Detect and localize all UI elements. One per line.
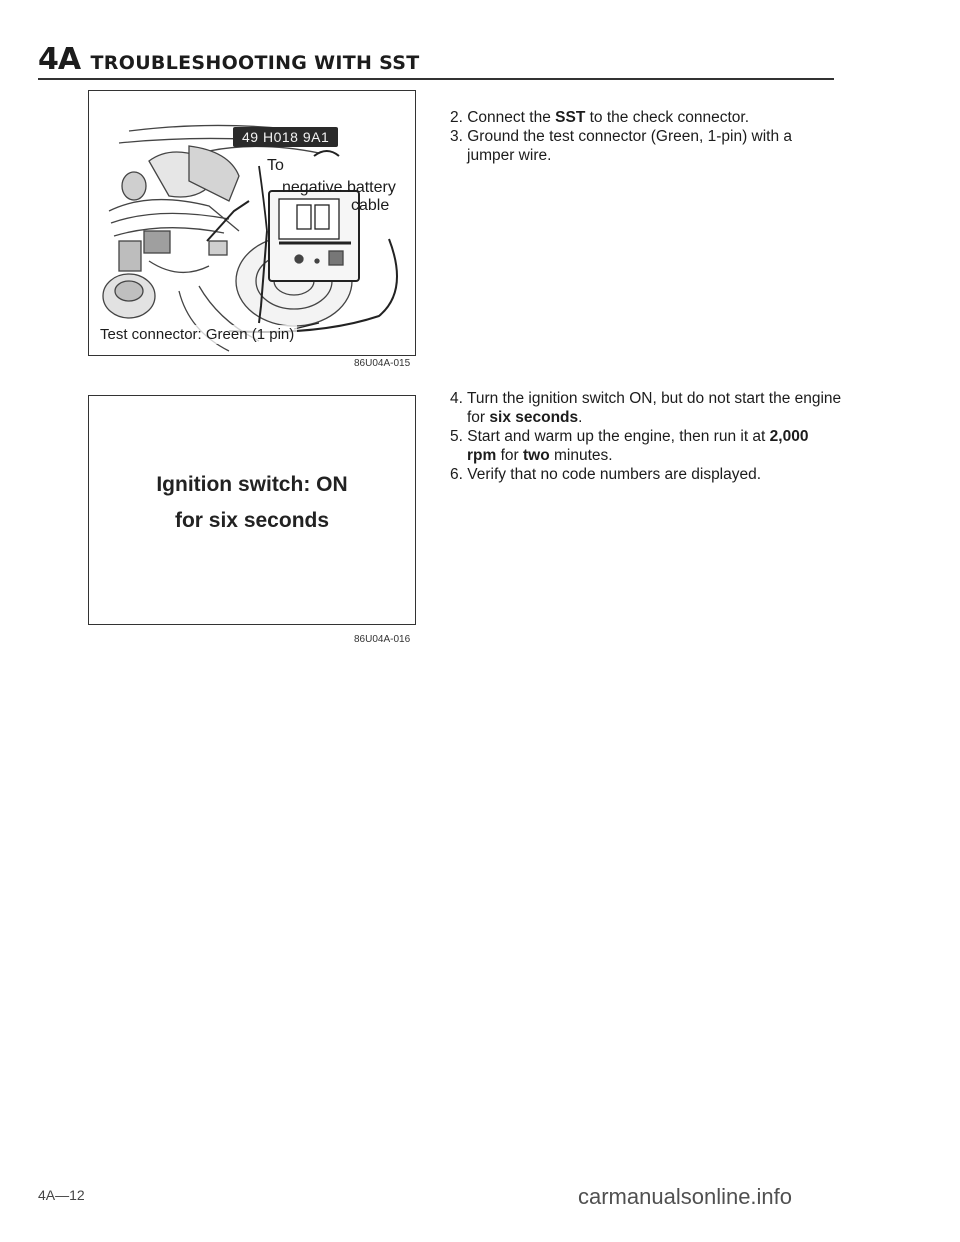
step-number: 4. (450, 390, 467, 407)
figure2-code: 86U04A-016 (354, 634, 411, 645)
procedure-steps-a (450, 108, 842, 165)
procedure-steps-b (450, 389, 842, 484)
step-text: Ground the test connector (Green, 1-pin) with a jumper wire. (467, 128, 793, 164)
step-text: for (496, 447, 523, 464)
ignition-line-1: Ignition switch: ON (156, 473, 348, 496)
section-number: 4A (38, 42, 81, 77)
callout-cable: cable (351, 197, 390, 214)
procedure-step (450, 389, 842, 427)
step-number: 3. (450, 128, 468, 145)
callout-test-connector: Test connector: Green (1 pin) (97, 325, 297, 344)
ignition-note-figure (88, 395, 416, 625)
section-title: TROUBLESHOOTING WITH SST (90, 52, 420, 74)
step-emphasis: SST (555, 109, 586, 126)
callout-to: To (267, 157, 284, 174)
step-number: 6. (450, 466, 468, 483)
step-text: . (578, 409, 583, 426)
ignition-line-2: for six seconds (174, 509, 330, 532)
procedure-step (450, 427, 842, 465)
figure1-code: 86U04A-015 (354, 358, 411, 369)
step-text: to the check connector. (585, 109, 750, 126)
page-header (38, 42, 420, 77)
procedure-step (450, 465, 842, 484)
procedure-step (450, 127, 842, 165)
callout-negative-battery: negative battery (282, 179, 396, 196)
step-emphasis: two (523, 447, 550, 464)
sst-connection-figure (88, 90, 416, 356)
step-text: Turn the ignition switch ON, but do not start the engine for (466, 390, 842, 426)
step-emphasis: 2,000 rpm (467, 428, 809, 464)
page-number: 4A—12 (38, 1187, 85, 1203)
header-rule (38, 78, 834, 80)
procedure-step (450, 108, 842, 127)
watermark: carmanualsonline.info (578, 1184, 793, 1209)
step-text: minutes. (549, 447, 613, 464)
step-text: Start and warm up the engine, then run it at (467, 428, 770, 445)
step-emphasis: six seconds (489, 409, 579, 426)
step-text: Verify that no code numbers are displayed. (467, 466, 762, 483)
sst-part-number-tag: 49 H018 9A1 (233, 127, 338, 147)
step-number: 2. (450, 109, 468, 126)
step-number: 5. (450, 428, 468, 445)
step-text: Connect the (467, 109, 556, 126)
